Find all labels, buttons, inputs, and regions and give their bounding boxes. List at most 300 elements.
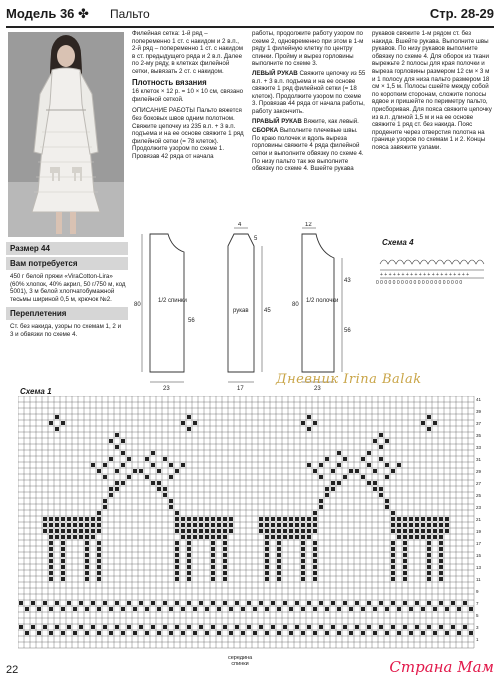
filled-cell	[91, 625, 95, 629]
pattern-schematics	[130, 222, 370, 392]
filled-cell	[109, 439, 113, 443]
filled-cell	[163, 457, 167, 461]
row-label: 11	[476, 577, 481, 582]
filled-cell	[265, 577, 269, 581]
filled-cell	[175, 541, 179, 545]
filled-cell	[241, 607, 245, 611]
filled-cell	[121, 439, 125, 443]
filled-cell	[391, 625, 395, 629]
filled-cell	[187, 427, 191, 431]
filled-cell	[331, 481, 335, 485]
filled-cell	[295, 601, 299, 605]
filled-cell	[277, 559, 281, 563]
row-label: 7	[476, 601, 479, 606]
filled-cell	[427, 427, 431, 431]
filled-cell	[313, 553, 317, 557]
filled-cell	[427, 625, 431, 629]
filled-cell	[97, 553, 101, 557]
filled-cell	[277, 535, 281, 539]
filled-cell	[301, 631, 305, 635]
filled-cell	[295, 523, 299, 527]
filled-cell	[229, 631, 233, 635]
filled-cell	[319, 625, 323, 629]
filled-cell	[163, 487, 167, 491]
filled-cell	[163, 493, 167, 497]
filled-cell	[61, 529, 65, 533]
filled-cell	[397, 463, 401, 467]
filled-cell	[217, 517, 221, 521]
row-label: 1	[476, 637, 479, 642]
filled-cell	[439, 565, 443, 569]
filled-cell	[85, 571, 89, 575]
filled-cell	[373, 481, 377, 485]
filled-cell	[391, 601, 395, 605]
filled-cell	[49, 559, 53, 563]
schema-1-title: Схема 1	[20, 387, 52, 396]
dim-front-side: 43	[344, 278, 351, 284]
filled-cell	[181, 517, 185, 521]
filled-cell	[181, 529, 185, 533]
schema-1-grid	[18, 396, 490, 659]
chart-grid-svg	[18, 396, 490, 654]
filled-cell	[151, 481, 155, 485]
filled-cell	[433, 607, 437, 611]
filled-cell	[445, 607, 449, 611]
dim-back-lower: 56	[188, 318, 195, 324]
filled-cell	[367, 463, 371, 467]
filled-cell	[169, 631, 173, 635]
filled-cell	[121, 481, 125, 485]
filled-cell	[313, 541, 317, 545]
filled-cell	[109, 487, 113, 491]
filled-cell	[313, 529, 317, 533]
filled-cell	[439, 571, 443, 575]
filled-cell	[49, 421, 53, 425]
filled-cell	[277, 547, 281, 551]
filled-cell	[247, 601, 251, 605]
filled-cell	[277, 565, 281, 569]
filled-cell	[145, 475, 149, 479]
filled-cell	[373, 607, 377, 611]
filled-cell	[409, 523, 413, 527]
filled-cell	[205, 535, 209, 539]
filled-cell	[259, 523, 263, 527]
filled-cell	[97, 529, 101, 533]
filled-cell	[97, 607, 101, 611]
filled-cell	[115, 433, 119, 437]
filled-cell	[301, 547, 305, 551]
filled-cell	[103, 475, 107, 479]
filled-cell	[361, 607, 365, 611]
filled-cell	[91, 535, 95, 539]
filled-cell	[469, 607, 473, 611]
filled-cell	[157, 469, 161, 473]
filled-cell	[451, 625, 455, 629]
filled-cell	[439, 517, 443, 521]
filled-cell	[379, 487, 383, 491]
dim-sleeve-height: 45	[264, 308, 271, 314]
filled-cell	[427, 559, 431, 563]
filled-cell	[169, 607, 173, 611]
filled-cell	[253, 607, 257, 611]
filled-cell	[391, 571, 395, 575]
row-label: 33	[476, 445, 482, 450]
filled-cell	[175, 529, 179, 533]
filled-cell	[61, 523, 65, 527]
filled-cell	[391, 541, 395, 545]
filled-cell	[277, 631, 281, 635]
filled-cell	[211, 523, 215, 527]
filled-cell	[97, 511, 101, 515]
filled-cell	[181, 535, 185, 539]
filled-cell	[49, 529, 53, 533]
filled-cell	[115, 487, 119, 491]
filled-cell	[427, 541, 431, 545]
weaves-title: Переплетения	[6, 307, 128, 320]
filled-cell	[427, 415, 431, 419]
filled-cell	[259, 601, 263, 605]
filled-cell	[139, 469, 143, 473]
filled-cell	[145, 457, 149, 461]
filled-cell	[265, 541, 269, 545]
filled-cell	[217, 529, 221, 533]
filled-cell	[385, 463, 389, 467]
filled-cell	[175, 571, 179, 575]
filled-cell	[391, 529, 395, 533]
filled-cell	[157, 631, 161, 635]
filled-cell	[397, 517, 401, 521]
filled-cell	[403, 529, 407, 533]
filled-cell	[223, 577, 227, 581]
filled-cell	[115, 601, 119, 605]
filled-cell	[121, 451, 125, 455]
row-label: 13	[476, 565, 482, 570]
filled-cell	[427, 517, 431, 521]
filled-cell	[229, 517, 233, 521]
filled-cell	[349, 469, 353, 473]
filled-cell	[49, 571, 53, 575]
filled-cell	[337, 451, 341, 455]
filled-cell	[67, 625, 71, 629]
filled-cell	[223, 601, 227, 605]
filled-cell	[193, 607, 197, 611]
filled-cell	[421, 529, 425, 533]
filled-cell	[91, 517, 95, 521]
filled-cell	[115, 469, 119, 473]
filled-cell	[97, 547, 101, 551]
filled-cell	[43, 523, 47, 527]
filled-cell	[427, 577, 431, 581]
filled-cell	[61, 571, 65, 575]
assembly-text: Выполните плечевые швы. По краю полочек и вдоль выреза горловины свяжите 4 ряда филейной сетки и выполните обвязку по схеме 4. По низу пальто так же выполните обвязку по схеме 4. Вшейте рукава	[252, 127, 364, 173]
filled-cell	[223, 547, 227, 551]
filled-cell	[85, 523, 89, 527]
filled-cell	[193, 529, 197, 533]
front-label: 1/2 полочки	[306, 298, 339, 304]
filled-cell	[403, 523, 407, 527]
filled-cell	[253, 631, 257, 635]
filled-cell	[109, 607, 113, 611]
filled-cell	[175, 565, 179, 569]
filled-cell	[271, 529, 275, 533]
filled-cell	[31, 625, 35, 629]
filled-cell	[331, 487, 335, 491]
filled-cell	[469, 631, 473, 635]
filled-cell	[205, 529, 209, 533]
filled-cell	[289, 517, 293, 521]
filled-cell	[169, 463, 173, 467]
filled-cell	[319, 475, 323, 479]
filled-cell	[313, 517, 317, 521]
filled-cell	[391, 547, 395, 551]
filled-cell	[73, 535, 77, 539]
filled-cell	[391, 469, 395, 473]
dim-sleeve-top: 4	[238, 222, 242, 228]
filled-cell	[283, 517, 287, 521]
filled-cell	[49, 565, 53, 569]
filled-cell	[439, 547, 443, 551]
filled-cell	[211, 547, 215, 551]
woman-in-coat-illustration	[8, 32, 124, 237]
filled-cell	[187, 547, 191, 551]
filled-cell	[127, 601, 131, 605]
filled-cell	[145, 631, 149, 635]
filled-cell	[151, 451, 155, 455]
filled-cell	[361, 631, 365, 635]
row-label: 29	[476, 469, 482, 474]
filled-cell	[223, 535, 227, 539]
filled-cell	[175, 547, 179, 551]
filled-cell	[379, 625, 383, 629]
filled-cell	[97, 565, 101, 569]
filled-cell	[397, 631, 401, 635]
filled-cell	[175, 511, 179, 515]
filled-cell	[265, 607, 269, 611]
filled-cell	[277, 529, 281, 533]
filled-cell	[337, 631, 341, 635]
filled-cell	[175, 517, 179, 521]
filled-cell	[79, 535, 83, 539]
filled-cell	[187, 529, 191, 533]
filled-cell	[439, 601, 443, 605]
filled-cell	[193, 523, 197, 527]
filled-cell	[427, 565, 431, 569]
filled-cell	[301, 421, 305, 425]
filled-cell	[79, 529, 83, 533]
filled-cell	[397, 535, 401, 539]
work-description-continued: работы, продолжите работу узором по схеме 2, одновременно при этом в 1-м ряду 1 филейную клетку по центру спинки. Пройму и вырез горловины выполните по схеме 3.	[252, 30, 364, 68]
filled-cell	[181, 523, 185, 527]
filled-cell	[55, 601, 59, 605]
filled-cell	[181, 421, 185, 425]
filled-cell	[97, 559, 101, 563]
filled-cell	[85, 541, 89, 545]
filled-cell	[349, 631, 353, 635]
filled-cell	[205, 523, 209, 527]
filled-cell	[385, 499, 389, 503]
filled-cell	[49, 577, 53, 581]
filled-cell	[79, 601, 83, 605]
filled-cell	[271, 517, 275, 521]
filled-cell	[427, 571, 431, 575]
filled-cell	[307, 415, 311, 419]
filled-cell	[433, 631, 437, 635]
filled-cell	[103, 625, 107, 629]
row-label: 19	[476, 529, 482, 534]
filled-cell	[175, 625, 179, 629]
filled-cell	[73, 631, 77, 635]
filled-cell	[85, 553, 89, 557]
row-label: 37	[476, 421, 482, 426]
filled-cell	[73, 607, 77, 611]
back-label: 1/2 спинки	[158, 298, 187, 304]
filled-cell	[187, 577, 191, 581]
right-sleeve-title: ПРАВЫЙ РУКАВ	[252, 117, 302, 125]
filled-cell	[67, 517, 71, 521]
filled-cell	[55, 523, 59, 527]
filled-cell	[25, 631, 29, 635]
filled-cell	[247, 625, 251, 629]
materials-title: Вам потребуется	[6, 257, 128, 270]
filled-cell	[391, 577, 395, 581]
filled-cell	[49, 631, 53, 635]
filled-cell	[271, 523, 275, 527]
filled-cell	[355, 601, 359, 605]
filled-cell	[295, 517, 299, 521]
filled-cell	[79, 517, 83, 521]
filled-cell	[145, 607, 149, 611]
filled-cell	[277, 541, 281, 545]
filled-cell	[205, 631, 209, 635]
filled-cell	[49, 553, 53, 557]
filled-cell	[403, 517, 407, 521]
row-label: 17	[476, 541, 482, 546]
filled-cell	[133, 607, 137, 611]
filled-cell	[313, 607, 317, 611]
site-logo: Страна Мам	[389, 658, 494, 676]
filled-cell	[439, 523, 443, 527]
filled-cell	[259, 625, 263, 629]
filled-cell	[331, 469, 335, 473]
filled-cell	[85, 547, 89, 551]
filled-cell	[19, 601, 23, 605]
filled-cell	[97, 523, 101, 527]
filled-cell	[265, 559, 269, 563]
filled-cell	[379, 445, 383, 449]
filled-cell	[193, 517, 197, 521]
filled-cell	[403, 571, 407, 575]
filled-cell	[49, 541, 53, 545]
filled-cell	[307, 427, 311, 431]
page-number: 22	[6, 664, 19, 676]
schema-4-title: Схема 4	[382, 238, 414, 247]
filled-cell	[343, 475, 347, 479]
filled-cell	[355, 469, 359, 473]
filled-cell	[313, 421, 317, 425]
filled-cell	[415, 625, 419, 629]
filled-cell	[97, 571, 101, 575]
filled-cell	[211, 553, 215, 557]
filled-cell	[205, 607, 209, 611]
filled-cell	[325, 631, 329, 635]
filled-cell	[181, 463, 185, 467]
left-sleeve-text: Свяжите цепочку из 55 в.п. + 3 в.п. подъема и на ее основе свяжите 1 ряд филейной сетки (= 18 клеток). Продолжите узором по схеме 3. Провязав 44 ряда от начала работы, работу закончить.	[252, 69, 366, 115]
filled-cell	[391, 565, 395, 569]
dim-back-bottom: 23	[163, 386, 170, 392]
filled-cell	[265, 631, 269, 635]
filled-cell	[391, 559, 395, 563]
filled-cell	[223, 517, 227, 521]
row-label: 41	[476, 397, 482, 402]
filled-cell	[283, 535, 287, 539]
filled-cell	[175, 577, 179, 581]
filled-cell	[385, 439, 389, 443]
filled-cell	[325, 457, 329, 461]
filled-cell	[403, 535, 407, 539]
filled-cell	[373, 469, 377, 473]
filled-cell	[439, 577, 443, 581]
filled-cell	[301, 607, 305, 611]
filled-cell	[55, 625, 59, 629]
filled-cell	[421, 517, 425, 521]
filled-cell	[61, 517, 65, 521]
filled-cell	[409, 535, 413, 539]
assembly-title: СБОРКА	[252, 127, 279, 135]
filled-cell	[307, 535, 311, 539]
filled-cell	[217, 523, 221, 527]
filled-cell	[181, 631, 185, 635]
filled-cell	[301, 529, 305, 533]
filled-cell	[397, 529, 401, 533]
filled-cell	[403, 541, 407, 545]
density-text: 16 клеток × 12 р. = 10 × 10 см, связано филейной сеткой.	[132, 88, 244, 103]
filled-cell	[109, 493, 113, 497]
filled-cell	[313, 511, 317, 515]
filled-cell	[43, 601, 47, 605]
filled-cell	[97, 517, 101, 521]
filled-cell	[421, 631, 425, 635]
filled-cell	[55, 415, 59, 419]
filled-cell	[193, 631, 197, 635]
filled-cell	[211, 517, 215, 521]
filled-cell	[175, 601, 179, 605]
filled-cell	[271, 535, 275, 539]
filled-cell	[409, 529, 413, 533]
filled-cell	[403, 553, 407, 557]
filled-cell	[331, 625, 335, 629]
left-sleeve-title: ЛЕВЫЙ РУКАВ	[252, 69, 298, 77]
filled-cell	[307, 601, 311, 605]
filled-cell	[427, 601, 431, 605]
filled-cell	[199, 601, 203, 605]
filled-cell	[91, 529, 95, 533]
filled-cell	[223, 559, 227, 563]
text-column-3	[252, 30, 366, 175]
filled-cell	[433, 535, 437, 539]
filled-cell	[319, 601, 323, 605]
filled-cell	[325, 607, 329, 611]
dim-front-lower: 56	[344, 328, 351, 334]
filled-cell	[313, 469, 317, 473]
filled-cell	[199, 517, 203, 521]
filled-cell	[307, 517, 311, 521]
filled-cell	[319, 463, 323, 467]
filled-cell	[73, 529, 77, 533]
model-subtitle: Пальто	[110, 7, 150, 21]
watermark-text: Дневник Irina Balak	[276, 372, 422, 387]
filled-cell	[367, 625, 371, 629]
model-title: Модель 36 ✤	[6, 6, 89, 21]
